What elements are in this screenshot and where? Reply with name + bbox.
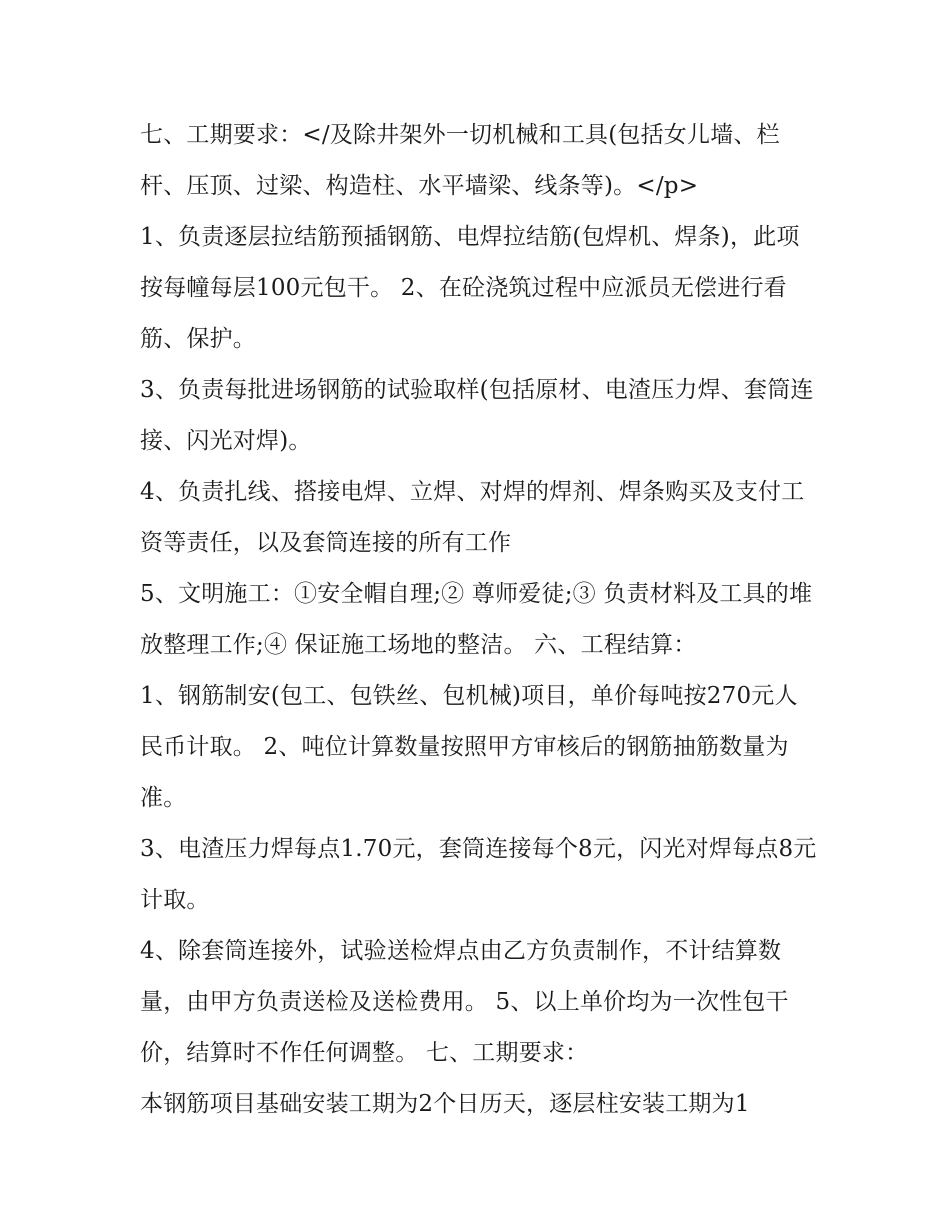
paragraph-schedule: 本钢筋项目基础安装工期为2个日历天，逐层柱安装工期为1: [140, 1091, 750, 1117]
paragraph-welding-prices: 3、电渣压力焊每点1.70元，套筒连接每个8元，闪光对焊每点8元计取。: [140, 836, 817, 913]
paragraph-civilized-construction: 5、文明施工：①安全帽自理;② 尊师爱徒;③ 负责材料及工具的堆放整理工作;④ 保证施工场地的整洁。 六、工程结算：: [140, 581, 813, 658]
paragraph-inspection: 4、除套筒连接外，试验送检焊点由乙方负责制作，不计结算数量，由甲方负责送检及送检费用。 5、以上单价均为一次性包干价，结算时不作任何调整。 七、工期要求：: [140, 938, 789, 1066]
paragraph-unit-price: 1、钢筋制安(包工、包铁丝、包机械)项目，单价每吨按270元人民币计取。 2、吨位计算数量按照甲方审核后的钢筋抽筋数量为准。: [140, 683, 798, 811]
paragraph-sampling: 3、负责每批进场钢筋的试验取样(包括原材、电渣压力焊、套筒连接、闪光对焊)。: [140, 377, 814, 454]
paragraph-tie-bars: 1、负责逐层拉结筋预插钢筋、电焊拉结筋(包焊机、焊条)，此项按每幢每层100元包干。 2、在砼浇筑过程中应派员无偿进行看筋、保护。: [140, 224, 800, 352]
document-body: [140, 110, 820, 1130]
paragraph-duration-requirements-intro: 七、工期要求：</及除井架外一切机械和工具(包括女儿墙、栏杆、压顶、过梁、构造柱、水平墙梁、线条等)。</p>: [140, 122, 780, 199]
paragraph-welding-supplies: 4、负责扎线、搭接电焊、立焊、对焊的焊剂、焊条购买及支付工资等责任，以及套筒连接的所有工作: [140, 479, 805, 556]
